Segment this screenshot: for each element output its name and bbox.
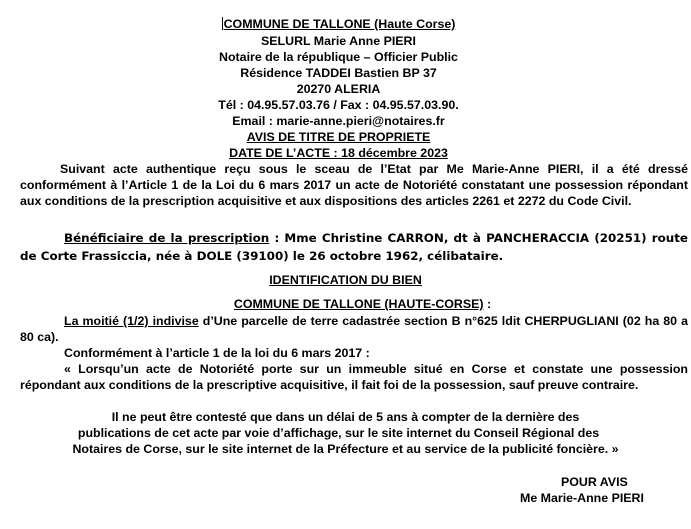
header-firm: SELURL Marie Anne PIERI [261,34,416,48]
identification-commune-suffix: : [483,297,492,311]
header-email: Email : marie-anne.pieri@notaires.fr [232,114,445,128]
text-cursor [222,17,223,30]
header-commune-title: COMMUNE DE TALLONE (Haute Corse) [223,17,456,31]
signature-line-2: Me Marie-Anne PIERI [520,491,644,505]
article-intro: Conformément à l’article 1 de la loi du 6 mars 2017 : [64,346,370,360]
beneficiary-paragraph [20,229,688,265]
identification-commune-line [0,297,691,313]
notice-title: AVIS DE TITRE DE PROPRIETE [246,130,431,144]
act-date: DATE DE L’ACTE : 18 décembre 2023 [229,146,448,160]
beneficiary-label: Bénéficiaire de la prescription [64,231,270,245]
contest-line-2: publications de cet acte par voie d’affichage, sur le site internet du Conseil Régional des [77,426,600,440]
contest-line-3: Notaires de Corse, sur le site internet de la Préfecture et au service de la publicité foncière. » [72,442,619,456]
signature-line-1: POUR AVIS [561,475,628,489]
intro-paragraph: Suivant acte authentique reçu sous le sceau de l’Etat par Me Marie-Anne PIERI, il a été dressé conformément à l’Article 1 de la Loi du 6 mars 2017 un acte de Notoriété constatant une possession répondant aux conditions de la prescription acquisitive et aux dispositions des articles 2261 et 2272 du Code Civil. [20,162,688,208]
header-postal: 20270 ALERIA [296,82,381,96]
identification-title: IDENTIFICATION DU BIEN [269,273,422,287]
identification-parcel [20,314,688,346]
article-quote: « Lorsqu’un acte de Notoriété porte sur un immeuble situé en Corse et constate une possession répondant aux conditions de la prescriptive acquisitive, il fait foi de la possession, sauf preuve contraire. [20,362,688,392]
contest-line-1: Il ne peut être contesté que dans un délai de 5 ans à compter de la dernière des [111,410,580,424]
share-label: La moitié (1/2) indivise [64,314,199,328]
header-phones: Tél : 04.95.57.03.76 / Fax : 04.95.57.03.90. [218,98,459,112]
identification-commune: COMMUNE DE TALLONE (HAUTE-CORSE) [233,297,484,311]
beneficiary-separator: : [269,231,285,245]
share-text: d’Une parcelle de terre cadastrée section B n°625 ldit CHERPUGLIANI (02 ha 80 a 80 ca). [20,314,688,344]
beneficiary-text: Mme Christine CARRON, dt à PANCHERACCIA (20251) route de Corte Frassiccia, née à DOLE (39100) le 26 octobre 1962, célibataire. [20,231,688,263]
header-role: Notaire de la république – Officier Public [219,50,458,64]
header-residence: Résidence TADDEI Bastien BP 37 [240,66,437,80]
